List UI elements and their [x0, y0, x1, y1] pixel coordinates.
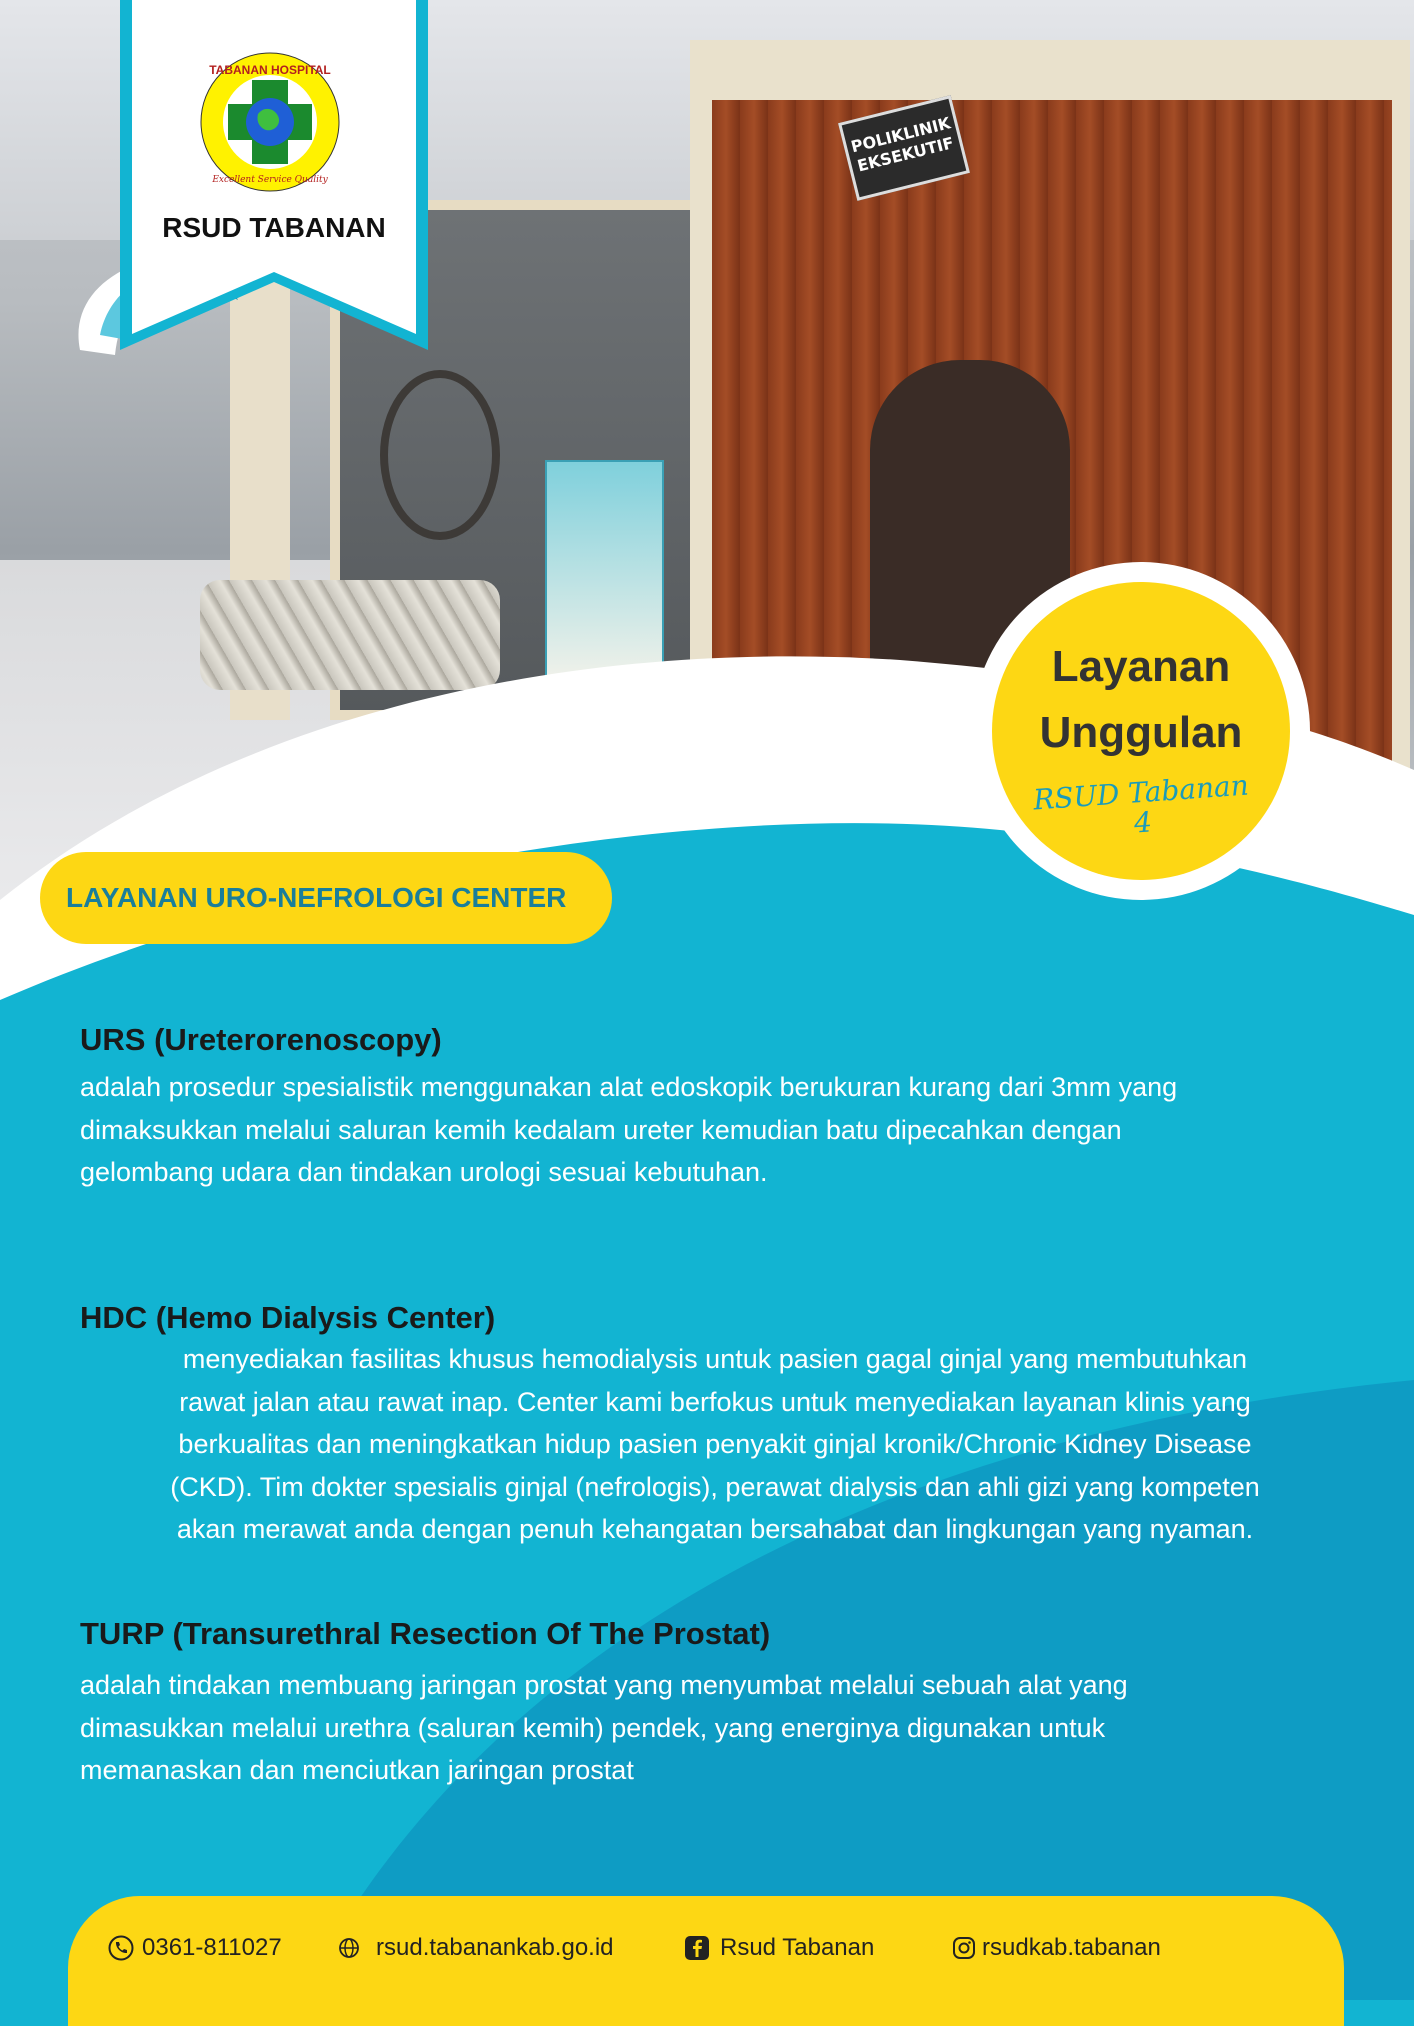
- section-title-urs: URS (Ureterorenoscopy): [80, 1022, 442, 1057]
- badge-signature: RSUD Tabanan 4: [1032, 768, 1250, 840]
- photo-door-sign: POLIKLINIK EKSEKUTIF: [838, 95, 970, 201]
- section-body-turp: [80, 1664, 1380, 1792]
- footer-website[interactable]: [338, 1934, 614, 1962]
- body-line: adalah prosedur spesialistik menggunakan alat edoskopik berukuran kurang dari 3mm yang: [80, 1072, 1178, 1102]
- contact-footer: [68, 1896, 1344, 2026]
- globe-icon: [338, 1937, 360, 1959]
- body-line: menyediakan fasilitas khusus hemodialysis untuk pasien gagal ginjal yang membutuhkan: [182, 1344, 1248, 1374]
- footer-instagram[interactable]: [952, 1934, 1161, 1962]
- category-title: LAYANAN URO-NEFROLOGI CENTER: [66, 882, 567, 913]
- body-line: gelombang udara dan tindakan urologi sesuai kebutuhan.: [80, 1157, 768, 1187]
- badge-line-2: Unggulan: [1039, 708, 1243, 757]
- featured-badge: [992, 582, 1290, 880]
- facebook-icon: [684, 1935, 710, 1961]
- section-title-hdc: HDC (Hemo Dialysis Center): [80, 1300, 496, 1335]
- body-line: memanaskan dan menciutkan jaringan prostat: [80, 1755, 634, 1785]
- brand-name: RSUD TABANAN: [162, 212, 386, 243]
- body-line: rawat jalan atau rawat inap. Center kami berfokus untuk menyediakan layanan klinis yang: [179, 1386, 1251, 1417]
- footer-phone[interactable]: [108, 1934, 282, 1962]
- body-line: dimaksukkan melalui saluran kemih kedalam ureter kemudian batu dipecahkan dengan: [80, 1114, 1122, 1145]
- logo-text-bottom: Excellent Service Quality: [212, 175, 328, 185]
- body-line: (CKD). Tim dokter spesialis ginjal (nefrologis), perawat dialysis dan ahli gizi yang kompeten: [170, 1471, 1260, 1502]
- hospital-logo: [200, 52, 340, 192]
- footer-facebook[interactable]: [684, 1934, 874, 1962]
- body-line: adalah tindakan membuang jaringan prostat yang menyumbat melalui sebuah alat yang: [80, 1670, 1128, 1700]
- instagram-icon: [952, 1936, 976, 1960]
- phone-icon: [108, 1935, 134, 1961]
- website-text: rsud.tabanankab.go.id: [376, 1934, 614, 1961]
- brand-banner: [120, 0, 428, 350]
- section-title-turp: TURP (Transurethral Resection Of The Prostat): [80, 1616, 771, 1651]
- body-line: berkualitas dan meningkatkan hidup pasien penyakit ginjal kronik/Chronic Kidney Disease: [178, 1429, 1252, 1459]
- section-body-urs: [80, 1066, 1380, 1194]
- badge-line-1: Layanan: [1051, 642, 1231, 691]
- instagram-text: rsudkab.tabanan: [982, 1934, 1161, 1961]
- facebook-text: Rsud Tabanan: [720, 1934, 875, 1961]
- section-body-hdc: [50, 1338, 1380, 1551]
- category-pill: [40, 852, 612, 944]
- phone-text: 0361-811027: [142, 1934, 282, 1961]
- body-line: dimasukkan melalui urethra (saluran kemih) pendek, yang energinya digunakan untuk: [80, 1712, 1106, 1743]
- logo-text-top: TABANAN HOSPITAL: [209, 63, 331, 77]
- body-line: akan merawat anda dengan penuh kehangatan bersahabat dan lingkungan yang nyaman.: [176, 1514, 1254, 1544]
